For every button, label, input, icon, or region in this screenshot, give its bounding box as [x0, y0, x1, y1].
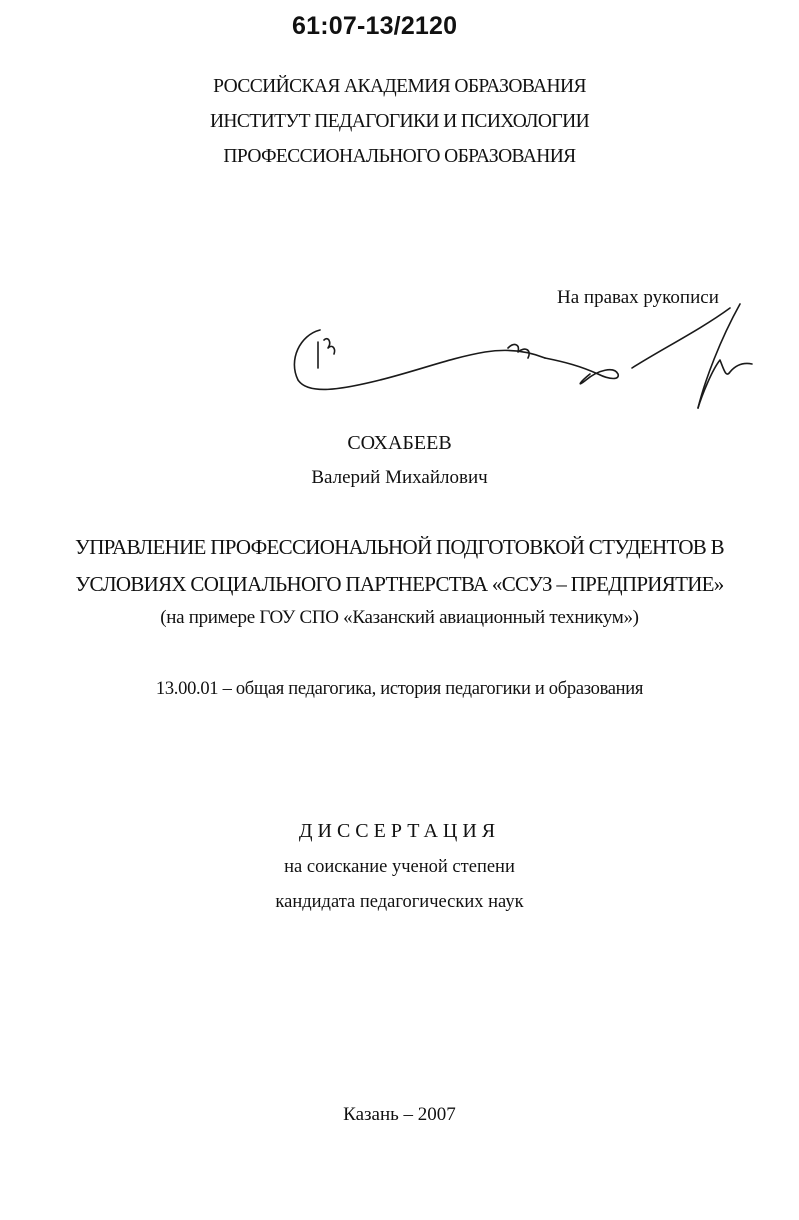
manuscript-rights-note: На правах рукописи [557, 287, 719, 308]
organization-line-2: ИНСТИТУТ ПЕДАГОГИКИ И ПСИХОЛОГИИ [209, 111, 590, 132]
degree-line-1: на соискание ученой степени [284, 857, 515, 877]
organization-line-3: ПРОФЕССИОНАЛЬНОГО ОБРАЗОВАНИЯ [223, 146, 576, 167]
archive-stamp-number: 61:07-13/2120 [292, 12, 458, 40]
dissertation-title-line-1: УПРАВЛЕНИЕ ПРОФЕССИОНАЛЬНОЙ ПОДГОТОВКОЙ СТУДЕНТОВ В [75, 535, 724, 559]
degree-line-2: кандидата педагогических наук [275, 892, 524, 912]
author-surname: СОХАБЕЕВ [347, 432, 452, 454]
dissertation-title-line-2: УСЛОВИЯХ СОЦИАЛЬНОГО ПАРТНЕРСТВА «ССУЗ – ПРЕДПРИЯТИЕ» [75, 572, 724, 596]
city-and-year: Казань – 2007 [343, 1104, 456, 1125]
dissertation-subtitle: (на примере ГОУ СПО «Казанский авиационный техникум») [160, 607, 639, 628]
signature-icon [280, 300, 770, 420]
document-type: ДИССЕРТАЦИЯ [298, 820, 501, 842]
author-given-name: Валерий Михайлович [311, 467, 488, 488]
specialty-code: 13.00.01 – общая педагогика, история педагогики и образования [155, 679, 644, 699]
organization-line-1: РОССИЙСКАЯ АКАДЕМИЯ ОБРАЗОВАНИЯ [213, 76, 586, 97]
